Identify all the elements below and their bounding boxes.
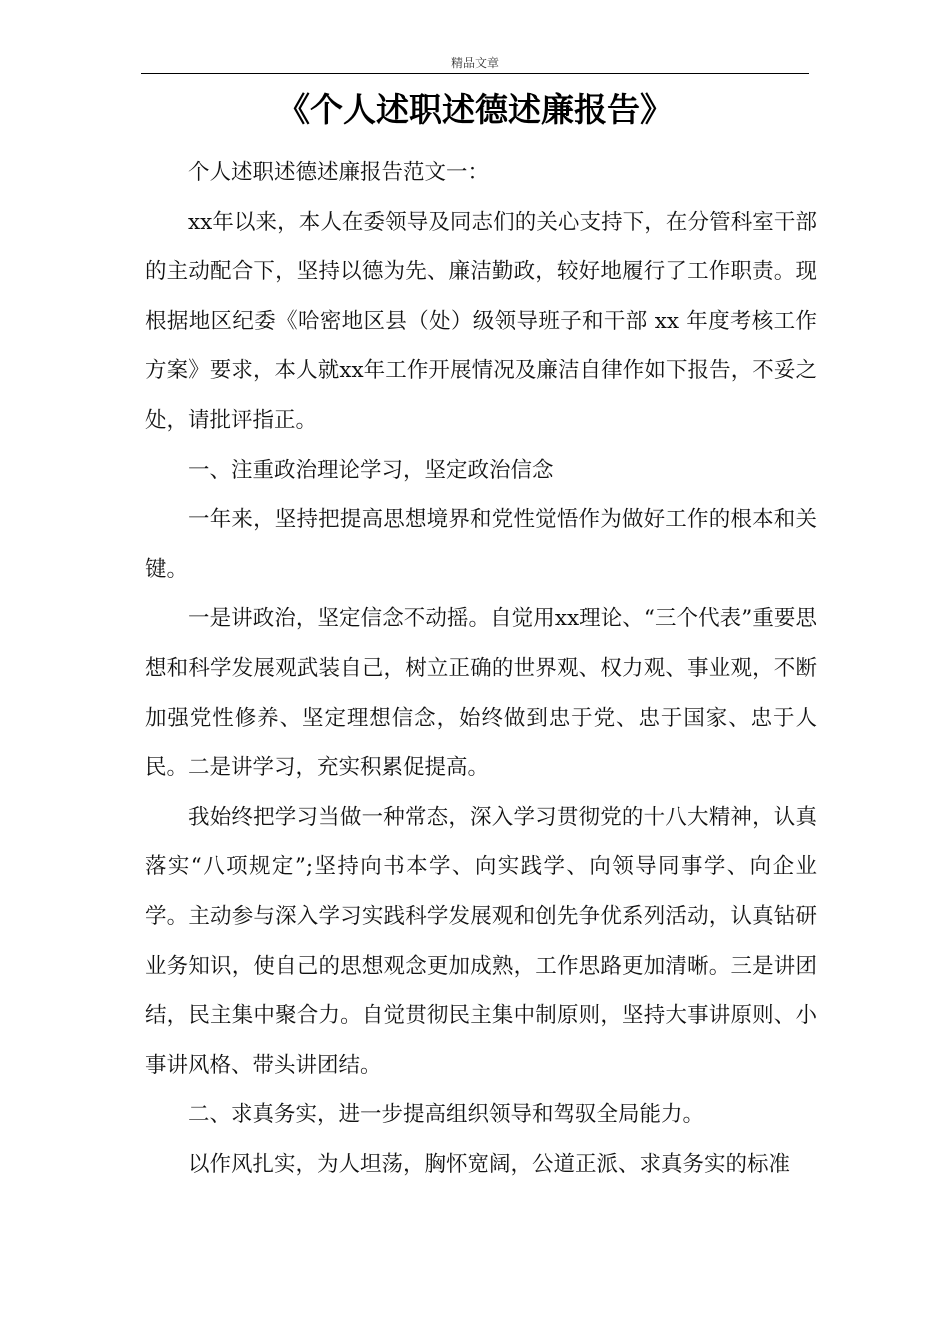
paragraph: 我始终把学习当做一种常态，深入学习贯彻党的十八大精神，认真落实“八项规定”;坚持向书本学、向实践学、向领导同事学、向企业学。主动参与深入学习实践科学发展观和创先争优系列活动，认真钻研业务知识，使自己的思想观念更加成熟，工作思路更加清晰。三是讲团结，民主集中聚合力。自觉贯彻民主集中制原则，坚持大事讲原则、小事讲风格、带头讲团结。 (145, 804, 817, 1078)
section-heading-2: 二、求真务实，进一步提高组织领导和驾驭全局能力。 (188, 1102, 705, 1128)
document-title: 《个人述职述德述廉报告》 (277, 90, 673, 129)
paragraph-overview: xx年以来，本人在委领导及同志们的关心支持下，在分管科室干部的主动配合下，坚持以德为先、廉洁勤政，较好地履行了工作职责。现根据地区纪委《哈密地区县（处）级领导班子和干部 xx 年度考核工作方案》要求，本人就xx年工作开展情况及廉洁自律作如下报告，不妥之处，请批评指正。 (145, 209, 817, 433)
section-heading-1: 一、注重政治理论学习，坚定政治信念 (188, 457, 554, 483)
header-label: 精品文章 (450, 56, 499, 70)
document-body (145, 148, 817, 1189)
paragraph: 一是讲政治，坚定信念不动摇。自觉用xx理论、“三个代表”重要思想和科学发展观武装自己，树立正确的世界观、权力观、事业观，不断加强党性修养、坚定理想信念，始终做到忠于党、忠于国家、忠于人民。二是讲学习，充实积累促提高。 (145, 606, 817, 781)
page-header (141, 56, 809, 74)
paragraph-intro: 个人述职述德述廉报告范文一： (188, 160, 490, 185)
paragraph: 一年来，坚持把提高思想境界和党性觉悟作为做好工作的根本和关键。 (145, 507, 817, 582)
paragraph: 以作风扎实，为人坦荡，胸怀宽阔，公道正派、求真务实的标准 (188, 1151, 791, 1177)
